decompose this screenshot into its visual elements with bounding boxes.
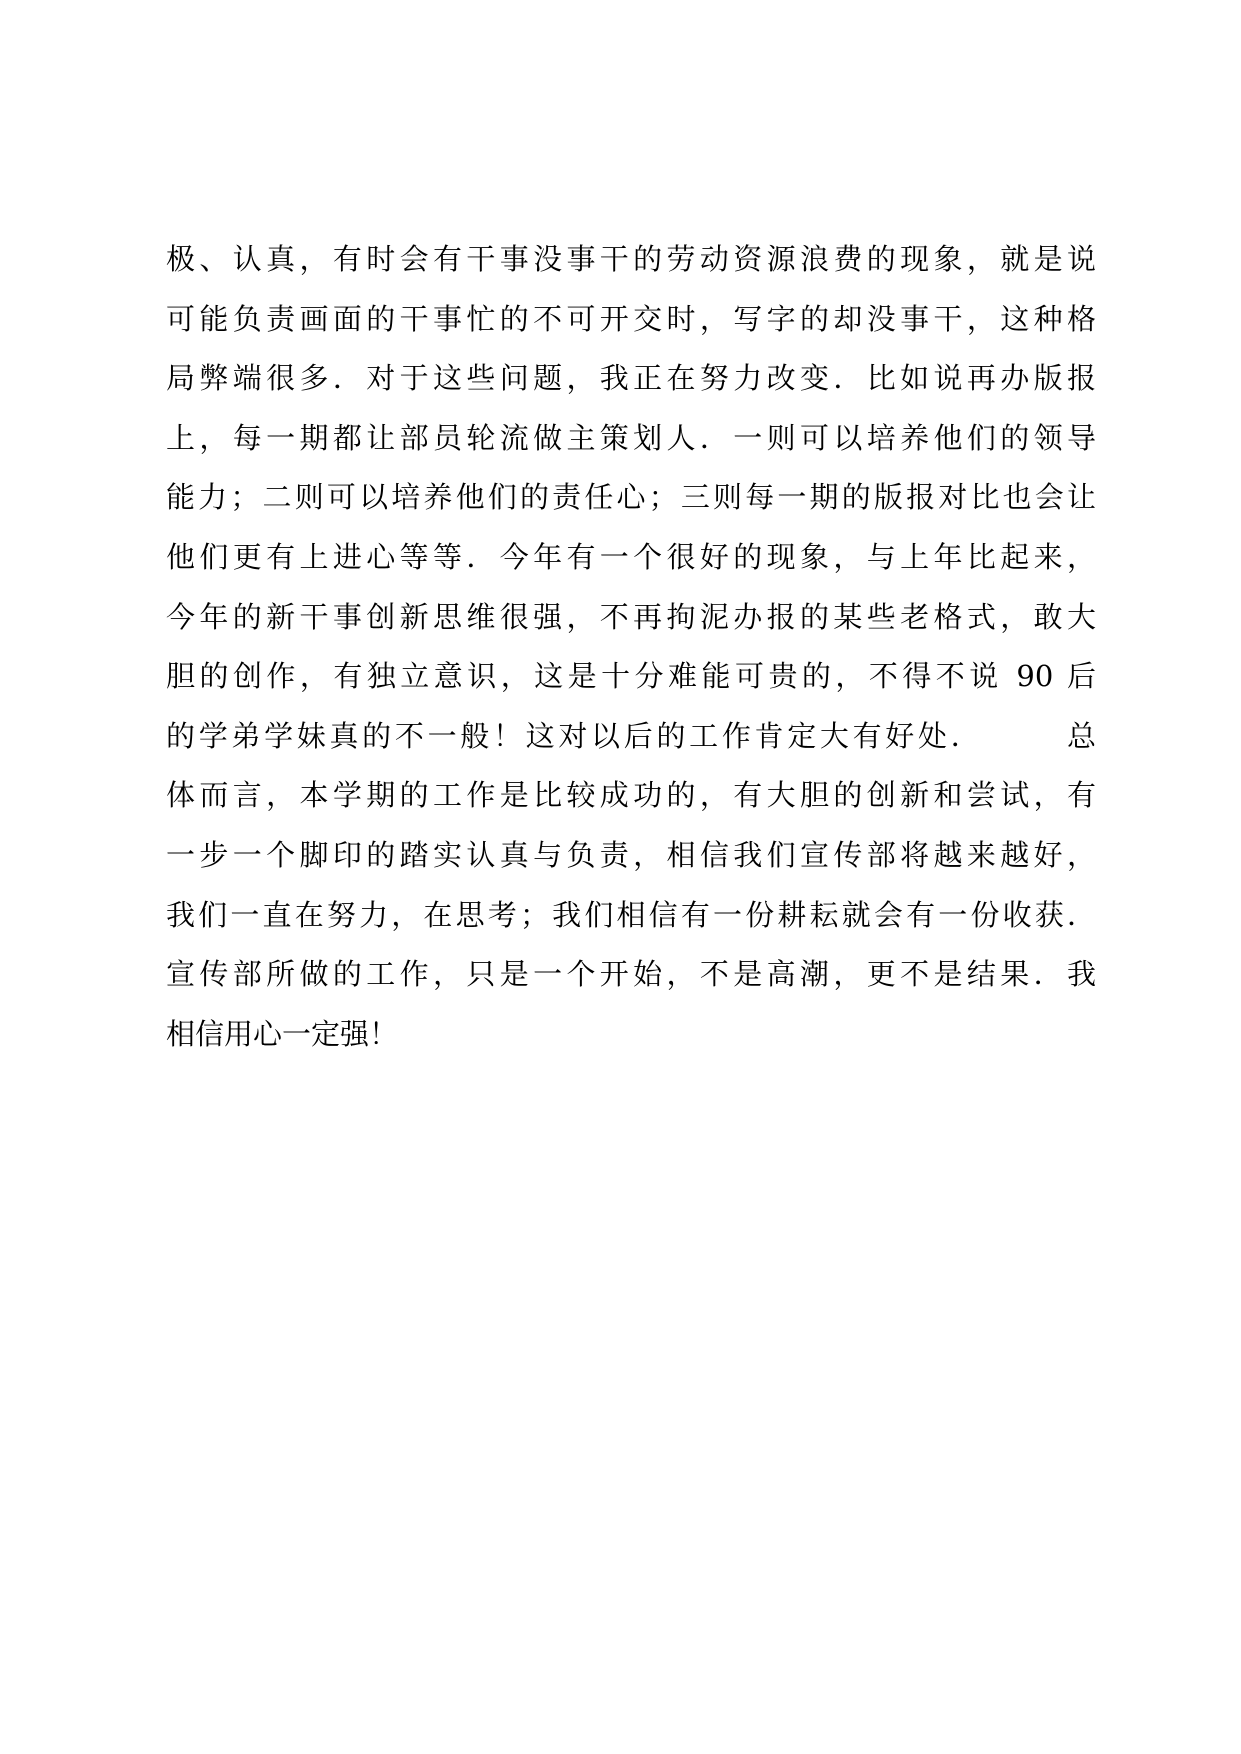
text-line: 能力；二则可以培养他们的责任心；三则每一期的版报对比也会让 xyxy=(166,480,1096,515)
text-line: 局弊端很多．对于这些问题，我正在努力改变．比如说再办版报 xyxy=(166,361,1096,396)
text-line: 今年的新干事创新思维很强，不再拘泥办报的某些老格式，敢大 xyxy=(166,599,1096,634)
text-line: 胆的创作，有独立意识，这是十分难能可贵的，不得不说 90 后 xyxy=(166,659,1096,694)
text-line: 体而言，本学期的工作是比较成功的，有大胆的创新和尝试，有 xyxy=(166,778,1096,813)
text-line: 我们一直在努力，在思考；我们相信有一份耕耘就会有一份收获． xyxy=(166,897,1096,932)
text-line: 他们更有上进心等等．今年有一个很好的现象，与上年比起来， xyxy=(166,539,1096,574)
text-line: 可能负责画面的干事忙的不可开交时，写字的却没事干，这种格 xyxy=(166,301,1096,336)
text-line-last: 相信用心一定强！ xyxy=(166,1016,399,1051)
text-line: 一步一个脚印的踏实认真与负责，相信我们宣传部将越来越好， xyxy=(166,837,1096,872)
text-line: 极、认真，有时会有干事没事干的劳动资源浪费的现象，就是说 xyxy=(166,242,1096,276)
body-paragraph xyxy=(166,230,1096,1064)
text-line: 的学弟学妹真的不一般！这对以后的工作肯定大有好处． 总 xyxy=(166,718,1096,753)
text-line: 上，每一期都让部员轮流做主策划人．一则可以培养他们的领导 xyxy=(166,420,1096,455)
text-line: 宣传部所做的工作，只是一个开始，不是高潮，更不是结果．我 xyxy=(166,957,1096,992)
